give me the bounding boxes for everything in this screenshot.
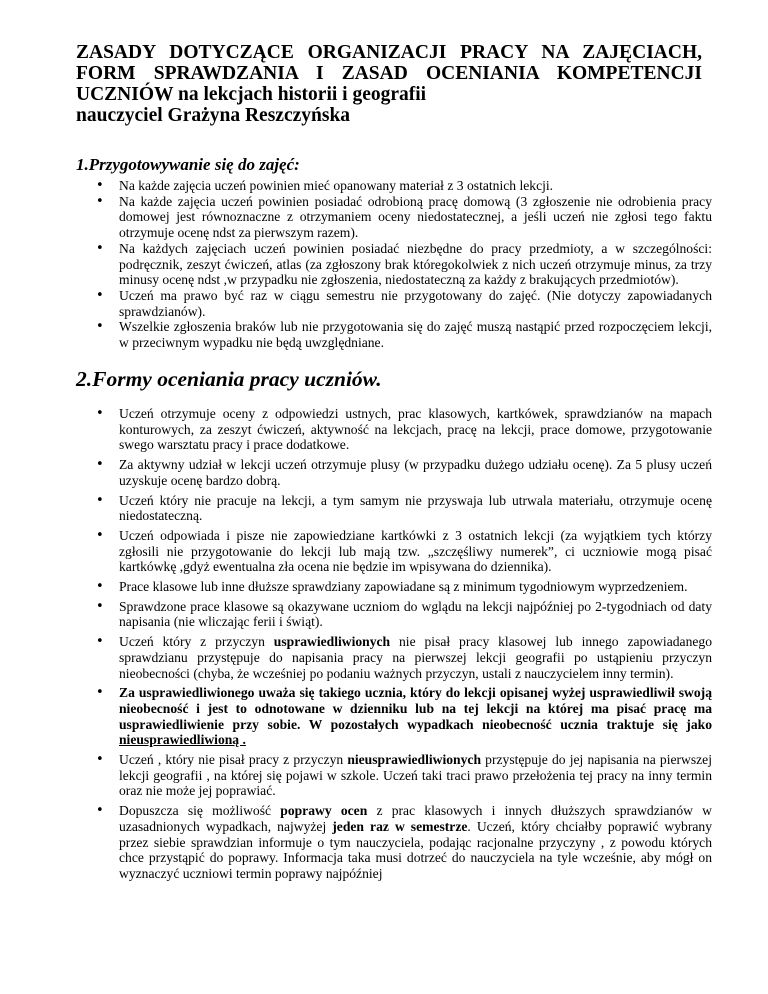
- title-line-4: nauczyciel Grażyna Reszczyńska: [76, 105, 351, 126]
- list-item: [0, 803, 712, 882]
- list-item: • Na każde zajęcia uczeń powinien posiadać odrobioną pracę domową (3 zgłoszenie nie odrobienia pracy domowej jest równoznaczne z otrzymaniem oceny niedostatecznej, a jeśli uczeń nie zgłosi tego faktu otrzymuje ocenę ndst za pierwszym razem).: [0, 194, 712, 241]
- item-text: Uczeń który z przyczyn: [119, 634, 274, 650]
- emphasis-underlined-text: nieusprawiedliwioną .: [119, 732, 246, 748]
- emphasis-text: Za usprawiedliwionego uważa się takiego ucznia, który do lekcji opisanej wyżej usprawiedliwił swoją nieobecność i jest to odnotowane w dzienniku lub na tej lekcji na której ma pisać pracę ma usprawiedliwienie przy sobie. W pozostałych wypadkach nieobecność ucznia traktuje się jako: [119, 685, 712, 732]
- section-2-heading: 2.Formy oceniania pracy uczniów.: [76, 367, 382, 391]
- section-1-heading: 1.Przygotowywanie się do zajęć:: [76, 155, 300, 174]
- section-2-list: [0, 406, 712, 886]
- list-item: • Uczeń który nie pracuje na lekcji, a tym samym nie przyswaja lub utrwala materiału, otrzymuje ocenę niedostateczną.: [0, 493, 712, 524]
- list-item: • Na każdych zajęciach uczeń powinien posiadać niezbędne do pracy przedmioty, a w szczególności: podręcznik, zeszyt ćwiczeń, atlas (za zgłoszony brak któregokolwiek z nich uczeń otrzymuje minus, za trzy minusy ocenę ndst ,w przypadku nie zgłoszenia, niedostateczną za każdy z brakujących przedmiotów).: [0, 241, 712, 288]
- item-text: . Uczeń, który chciałby poprawić wybrany przez siebie sprawdzian informuje o tym nauczyciela, podając racjonalne przyczyny , z powodu których chce przystąpić do poprawy. Informacja taka musi dotrzeć do nauczyciela na tyle wcześnie, aby mógł on wyznaczyć uczniowi termin poprawy najpóźniej: [119, 818, 713, 881]
- item-text: Dopuszcza się możliwość: [119, 803, 281, 819]
- emphasis-text: jeden raz w semestrze: [332, 818, 468, 834]
- item-text: Uczeń , który nie pisał pracy z przyczyn: [119, 752, 348, 768]
- list-item: [0, 752, 712, 799]
- title-line-1: ZASADY DOTYCZĄCE ORGANIZACJI PRACY NA ZAJĘCIACH,: [76, 42, 702, 63]
- list-item: • Za aktywny udział w lekcji uczeń otrzymuje plusy (w przypadku dużego udziału ocenę). Za 5 plusy uczeń uzyskuje ocenę bardzo dobrą.: [0, 457, 712, 488]
- list-item: [0, 634, 712, 681]
- list-item: • Uczeń ma prawo być raz w ciągu semestru nie przygotowany do zajęć. (Nie dotyczy zapowiadanych sprawdzianów).: [0, 288, 712, 319]
- emphasis-text: nieusprawiedliwionych: [347, 752, 482, 768]
- title-line-2: FORM SPRAWDZANIA I ZASAD OCENIANIA KOMPETENCJI: [76, 63, 702, 84]
- list-item: • Uczeń odpowiada i pisze nie zapowiedziane kartkówki z 3 ostatnich lekcji (za wyjątkiem tych którzy zgłosili nie przygotowanie do lekcji lub mają tzw. „szczęśliwy numerek”, ci uczniowie mogą pisać kartkówkę ,gdyż ewentualna zła ocena nie będzie im wpisywana do dziennika).: [0, 528, 712, 575]
- list-item: • Sprawdzone prace klasowe są okazywane uczniom do wglądu na lekcji najpóźniej po 2-tygodniach od daty napisania (nie wliczając ferii i świąt).: [0, 599, 712, 630]
- list-item: • Prace klasowe lub inne dłuższe sprawdziany zapowiadane są z minimum tygodniowym wyprzedzeniem.: [0, 579, 712, 595]
- emphasis-text: poprawy ocen: [280, 803, 368, 819]
- item-text: nie pisał pracy klasowej lub innego zapowiadanego sprawdzianu przystępuje do napisania pracy na pierwszej lekcji geografii po ustąpieniu przyczyn nieobecności (chyba, że wcześniej po podaniu ważnych przyczyn, ustali z nauczycielem inny termin).: [119, 634, 712, 681]
- title-line-3: UCZNIÓW na lekcjach historii i geografii: [76, 84, 427, 105]
- list-item: • Uczeń otrzymuje oceny z odpowiedzi ustnych, prac klasowych, kartkówek, sprawdzianów na mapach konturowych, za zeszyt ćwiczeń, aktywność na lekcjach, pracę na lekcji, prace domowe, przygotowanie swego warsztatu pracy i prace dodatkowe.: [0, 406, 712, 453]
- list-item: • Na każde zajęcia uczeń powinien mieć opanowany materiał z 3 ostatnich lekcji.: [0, 178, 712, 194]
- emphasis-text: usprawiedliwionych: [273, 634, 391, 650]
- document-title: [76, 42, 702, 126]
- list-item: • Wszelkie zgłoszenia braków lub nie przygotowania się do zajęć muszą nastąpić przed rozpoczęciem lekcji, w przeciwnym wypadku nie będą uwzględniane.: [0, 319, 712, 350]
- item-text: z prac klasowych i innych dłuższych sprawdzianów w uzasadnionych wypadkach, najwyżej: [119, 803, 712, 834]
- item-text: przystępuje do jej napisania na pierwszej lekcji geografii , na której się pojawi w szkole. Uczeń taki traci prawo przełożenia tej pracy na inny termin oraz nie może jej poprawiać.: [119, 752, 712, 799]
- section-1-list: [0, 178, 712, 351]
- list-item: [0, 685, 712, 748]
